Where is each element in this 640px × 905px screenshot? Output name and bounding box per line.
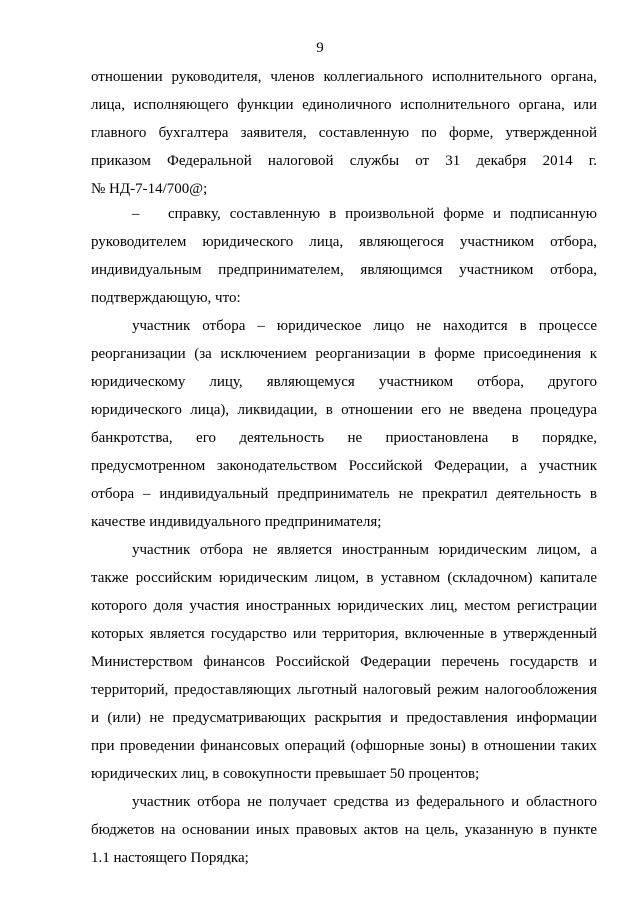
- text-line: и (или) не предусматривающих раскрытия и предоставления информации: [91, 710, 597, 726]
- text-line: которых является государство или территория, включенные в утвержденный: [91, 626, 597, 642]
- text-line: отбора – индивидуальный предприниматель не прекратил деятельность в: [91, 486, 597, 502]
- text-line: территорий, предоставляющих льготный налоговый режим налогообложения: [91, 682, 597, 698]
- text-line: приказом Федеральной налоговой службы от 31 декабря 2014 г.: [91, 153, 597, 169]
- text-line: лица, исполняющего функции единоличного исполнительного органа, или: [91, 97, 597, 113]
- text-line: участник отбора – юридическое лицо не находится в процессе: [132, 318, 597, 334]
- list-dash: –: [132, 206, 140, 222]
- text-line: руководителем юридического лица, являющегося участником отбора,: [91, 234, 597, 250]
- text-line: предусмотренном законодательством Российской Федерации, а участник: [91, 458, 597, 474]
- text-line: юридических лиц, в совокупности превышает 50 процентов;: [91, 766, 480, 782]
- text-line: отношении руководителя, членов коллегиального исполнительного органа,: [91, 69, 597, 85]
- text-line: справку, составленную в произвольной форме и подписанную: [168, 206, 597, 222]
- text-line: качестве индивидуального предпринимателя;: [91, 514, 382, 530]
- text-line: которого доля участия иностранных юридических лиц, местом регистрации: [91, 598, 597, 614]
- text-line: участник отбора не получает средства из федерального и областного: [132, 794, 597, 810]
- text-line: бюджетов на основании иных правовых актов на цель, указанную в пункте: [91, 822, 597, 838]
- text-line: юридического лица), ликвидации, в отношении его не введена процедура: [91, 402, 597, 418]
- text-line: при проведении финансовых операций (офшорные зоны) в отношении таких: [91, 738, 597, 754]
- text-line: главного бухгалтера заявителя, составленную по форме, утвержденной: [91, 125, 597, 141]
- text-line: № НД-7-14/700@;: [91, 181, 208, 197]
- text-line: 1.1 настоящего Порядка;: [91, 850, 249, 866]
- text-line: реорганизации (за исключением реорганизации в форме присоединения к: [91, 346, 597, 362]
- text-line: индивидуальным предпринимателем, являющимся участником отбора,: [91, 262, 597, 278]
- text-line: юридическому лицу, являющемуся участником отбора, другого: [91, 374, 597, 390]
- text-line: банкротства, его деятельность не приостановлена в порядке,: [91, 430, 597, 446]
- page-number: 9: [316, 40, 324, 56]
- text-line: участник отбора не является иностранным юридическим лицом, а: [132, 542, 597, 558]
- text-line: также российским юридическим лицом, в уставном (складочном) капитале: [91, 570, 597, 586]
- text-line: подтверждающую, что:: [91, 290, 241, 306]
- text-line: Министерством финансов Российской Федерации перечень государств и: [91, 654, 597, 670]
